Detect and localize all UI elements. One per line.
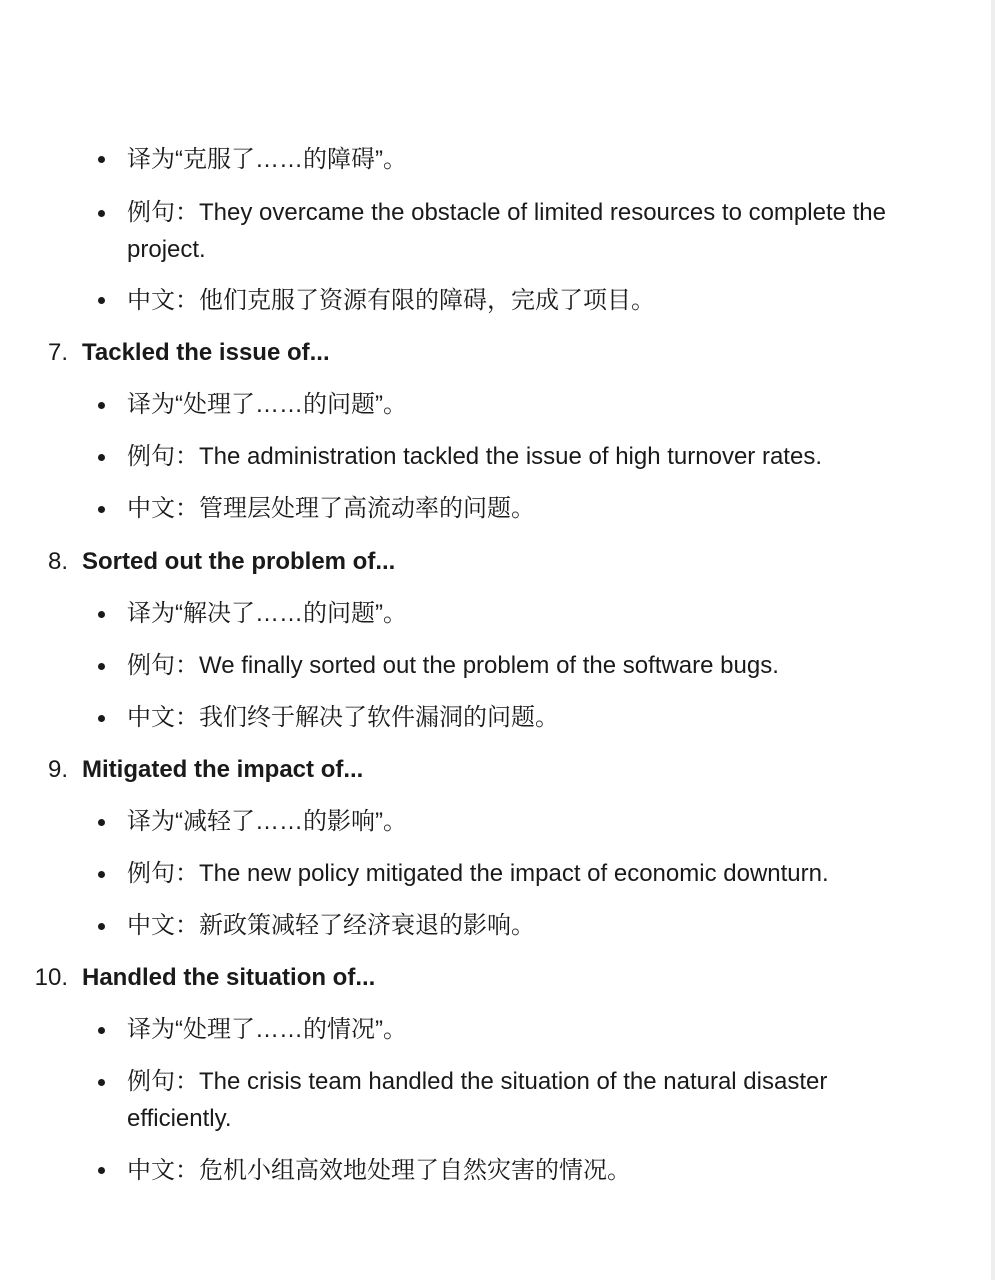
list-item-translation: 译为“处理了……的问题”。 [127,391,407,418]
list-item-chinese: 中文：管理层处理了高流动率的问题。 [127,495,535,522]
bullet-marker [98,871,105,878]
list-item-chinese: 中文：他们克服了资源有限的障碍，完成了项目。 [127,287,655,314]
item-title: Tackled the issue of... [82,339,330,366]
bullet-marker [98,506,105,513]
bullet-marker [98,1167,105,1174]
page-edge [991,0,995,1280]
item-number: 7. [47,339,68,366]
bullet-marker [98,1079,105,1086]
bullet-marker [98,819,105,826]
bullet-marker [98,402,105,409]
list-item-chinese: 中文：新政策减轻了经济衰退的影响。 [127,912,535,939]
item-number: 9. [47,756,68,783]
list-item-example-cont: project. [127,236,206,263]
list-item-chinese: 中文：危机小组高效地处理了自然灾害的情况。 [127,1157,631,1184]
list-item-example: 例句：The crisis team handled the situation of the natural disaster [127,1068,828,1095]
list-item-example-cont: efficiently. [127,1105,232,1132]
bullet-marker [98,663,105,670]
item-title: Handled the situation of... [82,964,376,991]
list-item-translation: 译为“处理了……的情况”。 [127,1016,407,1043]
item-number: 8. [47,548,68,575]
list-item-translation: 译为“解决了……的问题”。 [127,600,407,627]
list-item-example: 例句：The administration tackled the issue of high turnover rates. [127,443,822,470]
list-item-example: 例句：The new policy mitigated the impact of economic downturn. [127,860,829,887]
list-item-chinese: 中文：我们终于解决了软件漏洞的问题。 [127,704,559,731]
bullet-marker [98,1027,105,1034]
list-item-translation: 译为“克服了……的障碍”。 [127,146,407,173]
bullet-marker [98,156,105,163]
bullet-marker [98,611,105,618]
bullet-marker [98,454,105,461]
bullet-marker [98,210,105,217]
bullet-marker [98,923,105,930]
list-item-translation: 译为“减轻了……的影响”。 [127,808,407,835]
bullet-marker [98,715,105,722]
item-number: 10. [34,964,68,991]
bullet-marker [98,297,105,304]
item-title: Mitigated the impact of... [82,756,364,783]
list-item-example: 例句：We finally sorted out the problem of the software bugs. [127,652,779,679]
item-title: Sorted out the problem of... [82,548,396,575]
list-item-example: 例句：They overcame the obstacle of limited resources to complete the [127,199,886,226]
